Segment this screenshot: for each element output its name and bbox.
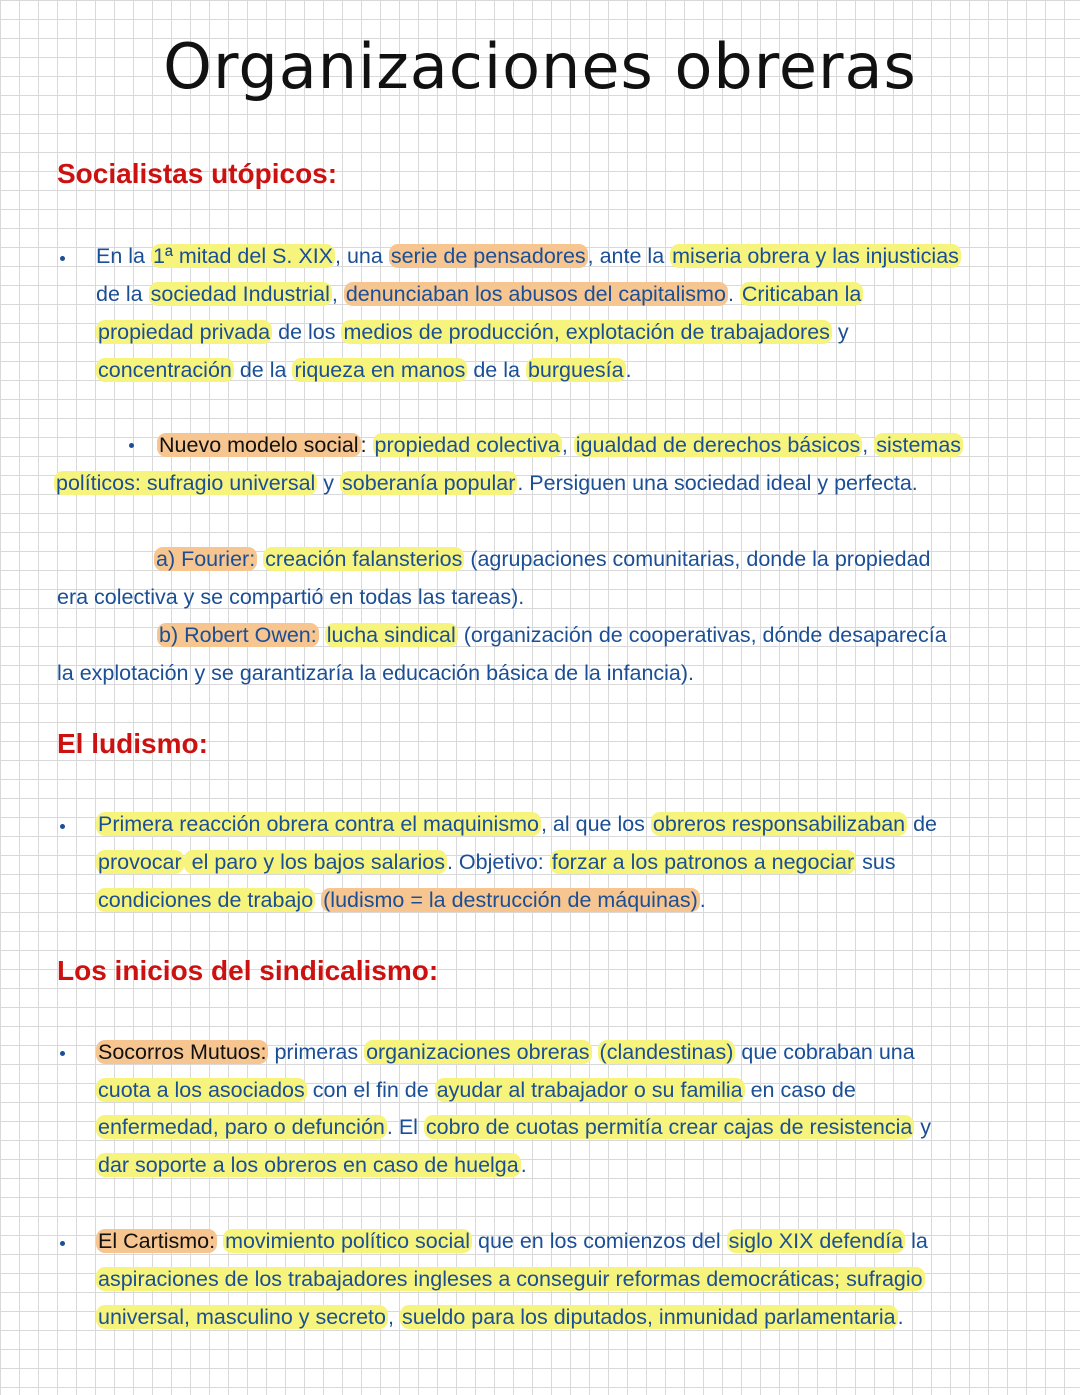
owen-line-1: b) Robert Owen: lucha sindical (organización de cooperativas, dónde desaparecía [159,623,947,647]
bullet-icon [60,1241,65,1246]
socialistas-p1-line-4: concentración de la riqueza en manos de la burguesía. [98,358,632,382]
owen-line-2: la explotación y se garantizaría la educación básica de la infancia). [57,661,695,685]
socorros-line-4: dar soporte a los obreros en caso de huelga. [98,1153,527,1177]
bullet-icon [60,824,65,829]
heading-ludismo: El ludismo: [57,728,208,759]
nuevo-modelo-line-2: políticos: sufragio universal y soberanía popular. Persiguen una sociedad ideal y perfecta. [56,471,918,495]
socorros-line-3: enfermedad, paro o defunción. El cobro de cuotas permitía crear cajas de resistencia y [98,1115,932,1139]
fourier-line-2: era colectiva y se compartió en todas las tareas). [57,585,525,609]
ludismo-line-3: condiciones de trabajo (ludismo = la destrucción de máquinas). [98,888,706,912]
cartismo-line-3: universal, masculino y secreto, sueldo para los diputados, inmunidad parlamentaria. [98,1305,904,1329]
socorros-line-1: Socorros Mutuos: primeras organizaciones obreras (clandestinas) que cobraban una [98,1040,915,1064]
cartismo-line-1: El Cartismo: movimiento político social que en los comienzos del siglo XIX defendía la [98,1229,928,1253]
bullet-icon [60,1051,65,1056]
socialistas-p1-line-2: de la sociedad Industrial, denunciaban los abusos del capitalismo. Criticaban la [96,282,862,306]
socialistas-p1-line-1: En la 1ª mitad del S. XIX, una serie de pensadores, ante la miseria obrera y las injusticias [96,244,959,268]
nuevo-modelo-line-1: Nuevo modelo social: propiedad colectiva, igualdad de derechos básicos, sistemas [159,433,962,457]
bullet-icon [129,443,134,448]
ludismo-line-2: provocar el paro y los bajos salarios. Objetivo: forzar a los patronos a negociar sus [98,850,896,874]
bullet-icon [60,256,65,261]
cartismo-line-2: aspiraciones de los trabajadores ingleses a conseguir reformas democráticas; sufragio [98,1267,923,1291]
ludismo-line-1: Primera reacción obrera contra el maquinismo, al que los obreros responsabilizaban de [98,812,937,836]
heading-socialistas-utopicos: Socialistas utópicos: [57,158,338,189]
page-title: Organizaciones obreras [163,30,917,103]
socorros-line-2: cuota a los asociados con el fin de ayudar al trabajador o su familia en caso de [98,1078,856,1102]
heading-sindicalismo: Los inicios del sindicalismo: [57,955,439,986]
socialistas-p1-line-3: propiedad privada de los medios de producción, explotación de trabajadores y [98,320,849,344]
fourier-line-1: a) Fourier: creación falansterios (agrupaciones comunitarias, donde la propiedad [156,547,931,571]
